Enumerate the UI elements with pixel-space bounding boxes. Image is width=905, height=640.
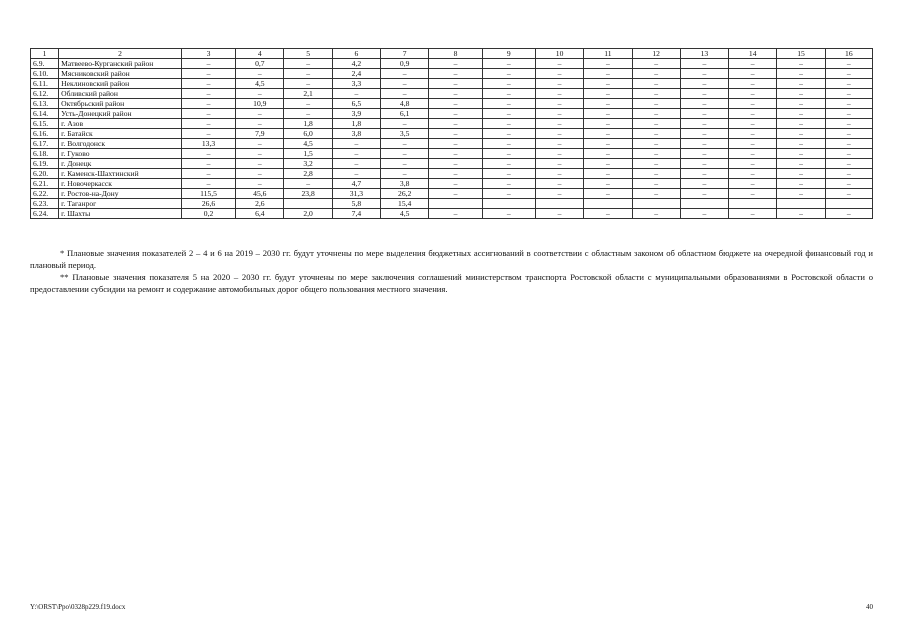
value-cell bbox=[482, 199, 535, 209]
table-row bbox=[31, 129, 873, 139]
value-cell: – bbox=[429, 109, 482, 119]
row-number-cell: 6.10. bbox=[31, 69, 59, 79]
value-cell: – bbox=[535, 79, 583, 89]
value-cell: – bbox=[482, 79, 535, 89]
value-cell: – bbox=[825, 159, 872, 169]
value-cell: – bbox=[535, 189, 583, 199]
value-cell: 26,2 bbox=[381, 189, 429, 199]
value-cell: – bbox=[632, 99, 680, 109]
value-cell: – bbox=[381, 169, 429, 179]
value-cell: – bbox=[429, 179, 482, 189]
row-number-cell: 6.15. bbox=[31, 119, 59, 129]
table-row bbox=[31, 169, 873, 179]
value-cell: – bbox=[535, 89, 583, 99]
value-cell bbox=[535, 199, 583, 209]
value-cell: – bbox=[535, 119, 583, 129]
table-row bbox=[31, 139, 873, 149]
value-cell: 3,5 bbox=[381, 129, 429, 139]
value-cell: – bbox=[236, 119, 284, 129]
value-cell: – bbox=[777, 139, 825, 149]
territory-name-cell: г. Азов bbox=[59, 119, 182, 129]
value-cell: – bbox=[332, 149, 380, 159]
value-cell: – bbox=[181, 79, 235, 89]
value-cell: – bbox=[632, 139, 680, 149]
value-cell: – bbox=[381, 89, 429, 99]
table-row bbox=[31, 209, 873, 219]
value-cell: – bbox=[181, 99, 235, 109]
territory-name-cell: г. Ростов-на-Дону bbox=[59, 189, 182, 199]
value-cell: – bbox=[332, 139, 380, 149]
value-cell bbox=[632, 199, 680, 209]
value-cell: – bbox=[429, 119, 482, 129]
table-header-row bbox=[31, 49, 873, 59]
value-cell: 31,3 bbox=[332, 189, 380, 199]
value-cell: – bbox=[381, 79, 429, 89]
value-cell: – bbox=[584, 129, 632, 139]
value-cell: – bbox=[825, 149, 872, 159]
value-cell: – bbox=[680, 99, 728, 109]
value-cell: 4,5 bbox=[236, 79, 284, 89]
value-cell: – bbox=[284, 59, 332, 69]
value-cell: – bbox=[181, 119, 235, 129]
value-cell: – bbox=[777, 209, 825, 219]
value-cell: – bbox=[181, 109, 235, 119]
territory-name-cell: Усть-Донецкий район bbox=[59, 109, 182, 119]
row-number-cell: 6.22. bbox=[31, 189, 59, 199]
row-number-cell: 6.14. bbox=[31, 109, 59, 119]
value-cell: 3,9 bbox=[332, 109, 380, 119]
value-cell: – bbox=[825, 209, 872, 219]
value-cell: – bbox=[482, 59, 535, 69]
value-cell: – bbox=[777, 79, 825, 89]
territory-name-cell: г. Волгодонск bbox=[59, 139, 182, 149]
value-cell: – bbox=[777, 59, 825, 69]
value-cell: – bbox=[777, 69, 825, 79]
value-cell: 3,2 bbox=[284, 159, 332, 169]
value-cell: – bbox=[482, 119, 535, 129]
value-cell: – bbox=[584, 119, 632, 129]
value-cell: 1,8 bbox=[284, 119, 332, 129]
value-cell: – bbox=[181, 179, 235, 189]
value-cell: 4,5 bbox=[381, 209, 429, 219]
value-cell: – bbox=[632, 189, 680, 199]
value-cell: 0,2 bbox=[181, 209, 235, 219]
table-row bbox=[31, 69, 873, 79]
table-row bbox=[31, 199, 873, 209]
value-cell: – bbox=[632, 169, 680, 179]
column-header: 2 bbox=[59, 49, 182, 59]
value-cell: – bbox=[429, 59, 482, 69]
value-cell: – bbox=[284, 179, 332, 189]
territory-name-cell: Неклиновский район bbox=[59, 79, 182, 89]
footnote-1: * Плановые значения показателей 2 – 4 и 6 на 2019 – 2030 гг. будут уточнены по мере выделения бюджетных ассигнований в соответствии с областным законом об областном бюджете на очередной финансовый год и плановый период. bbox=[30, 248, 873, 270]
value-cell: – bbox=[332, 169, 380, 179]
value-cell: 4,8 bbox=[381, 99, 429, 109]
value-cell: 0,7 bbox=[236, 59, 284, 69]
row-number-cell: 6.17. bbox=[31, 139, 59, 149]
value-cell: – bbox=[825, 129, 872, 139]
value-cell: – bbox=[429, 89, 482, 99]
value-cell: – bbox=[777, 159, 825, 169]
value-cell: – bbox=[381, 159, 429, 169]
value-cell: – bbox=[825, 189, 872, 199]
value-cell: – bbox=[535, 109, 583, 119]
value-cell: – bbox=[584, 109, 632, 119]
column-header: 7 bbox=[381, 49, 429, 59]
value-cell: – bbox=[381, 69, 429, 79]
value-cell bbox=[825, 199, 872, 209]
column-header: 11 bbox=[584, 49, 632, 59]
row-number-cell: 6.12. bbox=[31, 89, 59, 99]
value-cell: – bbox=[729, 79, 777, 89]
value-cell: – bbox=[729, 89, 777, 99]
column-header: 3 bbox=[181, 49, 235, 59]
column-header: 13 bbox=[680, 49, 728, 59]
value-cell: – bbox=[535, 69, 583, 79]
value-cell: – bbox=[181, 59, 235, 69]
territory-name-cell: Обливский район bbox=[59, 89, 182, 99]
value-cell: 2,4 bbox=[332, 69, 380, 79]
value-cell: – bbox=[584, 169, 632, 179]
page-number: 40 bbox=[866, 603, 873, 611]
table-row bbox=[31, 179, 873, 189]
value-cell: – bbox=[429, 159, 482, 169]
value-cell: – bbox=[535, 209, 583, 219]
value-cell: – bbox=[236, 69, 284, 79]
value-cell: – bbox=[236, 139, 284, 149]
value-cell: 4,2 bbox=[332, 59, 380, 69]
value-cell: – bbox=[236, 169, 284, 179]
value-cell: – bbox=[429, 169, 482, 179]
value-cell: – bbox=[729, 69, 777, 79]
table-row bbox=[31, 89, 873, 99]
value-cell: – bbox=[482, 169, 535, 179]
value-cell: – bbox=[381, 139, 429, 149]
value-cell: – bbox=[236, 149, 284, 159]
value-cell: – bbox=[729, 149, 777, 159]
value-cell: – bbox=[482, 129, 535, 139]
value-cell: – bbox=[777, 99, 825, 109]
row-number-cell: 6.23. bbox=[31, 199, 59, 209]
value-cell: – bbox=[777, 169, 825, 179]
value-cell: – bbox=[632, 179, 680, 189]
table-row bbox=[31, 149, 873, 159]
row-number-cell: 6.20. bbox=[31, 169, 59, 179]
value-cell: – bbox=[632, 109, 680, 119]
value-cell: 6,5 bbox=[332, 99, 380, 109]
value-cell: – bbox=[632, 69, 680, 79]
value-cell: – bbox=[584, 179, 632, 189]
value-cell: – bbox=[729, 129, 777, 139]
territory-name-cell: г. Шахты bbox=[59, 209, 182, 219]
value-cell: – bbox=[729, 139, 777, 149]
value-cell: – bbox=[680, 89, 728, 99]
table-row bbox=[31, 189, 873, 199]
table-row bbox=[31, 159, 873, 169]
row-number-cell: 6.9. bbox=[31, 59, 59, 69]
value-cell: – bbox=[729, 99, 777, 109]
value-cell: – bbox=[632, 119, 680, 129]
value-cell: 2,6 bbox=[236, 199, 284, 209]
value-cell: – bbox=[584, 189, 632, 199]
territory-name-cell: Матвеево-Курганский район bbox=[59, 59, 182, 69]
value-cell: – bbox=[482, 209, 535, 219]
column-header: 5 bbox=[284, 49, 332, 59]
value-cell: – bbox=[584, 209, 632, 219]
value-cell: – bbox=[236, 109, 284, 119]
value-cell: 1,5 bbox=[284, 149, 332, 159]
value-cell: – bbox=[825, 59, 872, 69]
value-cell: 3,8 bbox=[332, 129, 380, 139]
value-cell: 26,6 bbox=[181, 199, 235, 209]
value-cell: – bbox=[482, 109, 535, 119]
value-cell bbox=[584, 199, 632, 209]
value-cell: – bbox=[181, 169, 235, 179]
value-cell: – bbox=[632, 209, 680, 219]
column-header: 4 bbox=[236, 49, 284, 59]
value-cell: – bbox=[535, 99, 583, 109]
value-cell: – bbox=[181, 159, 235, 169]
value-cell: – bbox=[429, 99, 482, 109]
value-cell: – bbox=[284, 79, 332, 89]
territory-name-cell: г. Донецк bbox=[59, 159, 182, 169]
file-path: Y:\ORST\Ppo\0328p229.f19.docx bbox=[30, 603, 126, 611]
value-cell: – bbox=[429, 209, 482, 219]
value-cell: – bbox=[482, 139, 535, 149]
column-header: 16 bbox=[825, 49, 872, 59]
value-cell: – bbox=[429, 129, 482, 139]
value-cell: – bbox=[482, 159, 535, 169]
row-number-cell: 6.19. bbox=[31, 159, 59, 169]
value-cell: – bbox=[632, 149, 680, 159]
value-cell: – bbox=[680, 189, 728, 199]
value-cell: 7,4 bbox=[332, 209, 380, 219]
value-cell: 2,8 bbox=[284, 169, 332, 179]
value-cell: – bbox=[632, 89, 680, 99]
value-cell: – bbox=[632, 159, 680, 169]
value-cell: 6,4 bbox=[236, 209, 284, 219]
value-cell: 6,1 bbox=[381, 109, 429, 119]
column-header: 15 bbox=[777, 49, 825, 59]
row-number-cell: 6.16. bbox=[31, 129, 59, 139]
value-cell: – bbox=[482, 69, 535, 79]
value-cell: – bbox=[584, 79, 632, 89]
value-cell: – bbox=[825, 79, 872, 89]
value-cell bbox=[777, 199, 825, 209]
value-cell: 115,5 bbox=[181, 189, 235, 199]
territory-name-cell: г. Гуково bbox=[59, 149, 182, 159]
value-cell: – bbox=[825, 139, 872, 149]
value-cell: – bbox=[777, 149, 825, 159]
value-cell: – bbox=[680, 119, 728, 129]
territory-name-cell: Мясниковский район bbox=[59, 69, 182, 79]
value-cell: – bbox=[825, 119, 872, 129]
value-cell: – bbox=[236, 89, 284, 99]
column-header: 8 bbox=[429, 49, 482, 59]
value-cell: – bbox=[535, 59, 583, 69]
column-header: 14 bbox=[729, 49, 777, 59]
value-cell: 1,8 bbox=[332, 119, 380, 129]
value-cell: – bbox=[777, 179, 825, 189]
value-cell: – bbox=[729, 159, 777, 169]
value-cell: 4,7 bbox=[332, 179, 380, 189]
value-cell: – bbox=[632, 59, 680, 69]
value-cell: – bbox=[535, 169, 583, 179]
row-number-cell: 6.11. bbox=[31, 79, 59, 89]
value-cell: – bbox=[777, 129, 825, 139]
value-cell: – bbox=[729, 109, 777, 119]
value-cell: – bbox=[284, 109, 332, 119]
value-cell: – bbox=[332, 159, 380, 169]
value-cell bbox=[729, 199, 777, 209]
value-cell: – bbox=[680, 109, 728, 119]
value-cell: – bbox=[825, 99, 872, 109]
value-cell: – bbox=[680, 209, 728, 219]
value-cell: – bbox=[584, 99, 632, 109]
territory-name-cell: Октябрьский район bbox=[59, 99, 182, 109]
value-cell: 10,9 bbox=[236, 99, 284, 109]
value-cell: 7,9 bbox=[236, 129, 284, 139]
value-cell: – bbox=[825, 169, 872, 179]
value-cell: – bbox=[777, 189, 825, 199]
value-cell: – bbox=[680, 139, 728, 149]
value-cell: 0,9 bbox=[381, 59, 429, 69]
value-cell: – bbox=[584, 149, 632, 159]
value-cell: 2,1 bbox=[284, 89, 332, 99]
value-cell: – bbox=[535, 129, 583, 139]
table-row bbox=[31, 59, 873, 69]
value-cell: – bbox=[535, 159, 583, 169]
value-cell: – bbox=[680, 169, 728, 179]
value-cell: – bbox=[181, 129, 235, 139]
column-header: 12 bbox=[632, 49, 680, 59]
value-cell: – bbox=[825, 179, 872, 189]
value-cell: – bbox=[381, 119, 429, 129]
value-cell: – bbox=[632, 79, 680, 89]
value-cell: – bbox=[482, 179, 535, 189]
value-cell: – bbox=[777, 119, 825, 129]
value-cell: – bbox=[482, 99, 535, 109]
value-cell: – bbox=[729, 169, 777, 179]
value-cell: – bbox=[429, 139, 482, 149]
value-cell: – bbox=[284, 99, 332, 109]
value-cell: – bbox=[680, 149, 728, 159]
value-cell: – bbox=[680, 79, 728, 89]
value-cell: – bbox=[729, 209, 777, 219]
value-cell: – bbox=[181, 149, 235, 159]
value-cell: – bbox=[777, 89, 825, 99]
table-row bbox=[31, 109, 873, 119]
value-cell: – bbox=[729, 59, 777, 69]
value-cell: – bbox=[680, 69, 728, 79]
value-cell: – bbox=[482, 149, 535, 159]
value-cell: – bbox=[632, 129, 680, 139]
territory-name-cell: г. Батайск bbox=[59, 129, 182, 139]
value-cell: 13,3 bbox=[181, 139, 235, 149]
value-cell: – bbox=[429, 149, 482, 159]
value-cell: – bbox=[825, 109, 872, 119]
value-cell: – bbox=[584, 59, 632, 69]
value-cell: – bbox=[535, 139, 583, 149]
value-cell: – bbox=[729, 179, 777, 189]
value-cell: 15,4 bbox=[381, 199, 429, 209]
value-cell: – bbox=[332, 89, 380, 99]
value-cell: – bbox=[429, 189, 482, 199]
value-cell: – bbox=[584, 89, 632, 99]
row-number-cell: 6.24. bbox=[31, 209, 59, 219]
value-cell: 2,0 bbox=[284, 209, 332, 219]
table-row bbox=[31, 119, 873, 129]
value-cell: – bbox=[825, 69, 872, 79]
value-cell: – bbox=[236, 159, 284, 169]
value-cell bbox=[429, 199, 482, 209]
value-cell: – bbox=[584, 139, 632, 149]
value-cell: 3,3 bbox=[332, 79, 380, 89]
value-cell bbox=[284, 199, 332, 209]
territory-name-cell: г. Таганрог bbox=[59, 199, 182, 209]
value-cell: – bbox=[181, 89, 235, 99]
value-cell: – bbox=[584, 69, 632, 79]
value-cell: – bbox=[825, 89, 872, 99]
value-cell: – bbox=[680, 159, 728, 169]
table-row bbox=[31, 79, 873, 89]
value-cell: – bbox=[482, 89, 535, 99]
column-header: 9 bbox=[482, 49, 535, 59]
indicators-table bbox=[30, 48, 873, 219]
value-cell bbox=[680, 199, 728, 209]
value-cell: – bbox=[236, 179, 284, 189]
value-cell: 23,8 bbox=[284, 189, 332, 199]
value-cell: – bbox=[284, 69, 332, 79]
value-cell: – bbox=[429, 79, 482, 89]
territory-name-cell: г. Новочеркасск bbox=[59, 179, 182, 189]
value-cell: 6,0 bbox=[284, 129, 332, 139]
value-cell: – bbox=[181, 69, 235, 79]
row-number-cell: 6.13. bbox=[31, 99, 59, 109]
column-header: 1 bbox=[31, 49, 59, 59]
territory-name-cell: г. Каменск-Шахтинский bbox=[59, 169, 182, 179]
row-number-cell: 6.18. bbox=[31, 149, 59, 159]
value-cell: – bbox=[680, 179, 728, 189]
value-cell: – bbox=[729, 189, 777, 199]
value-cell: – bbox=[584, 159, 632, 169]
value-cell: – bbox=[429, 69, 482, 79]
value-cell: – bbox=[381, 149, 429, 159]
column-header: 10 bbox=[535, 49, 583, 59]
value-cell: 3,8 bbox=[381, 179, 429, 189]
column-header: 6 bbox=[332, 49, 380, 59]
value-cell: – bbox=[729, 119, 777, 129]
value-cell: – bbox=[680, 59, 728, 69]
value-cell: – bbox=[777, 109, 825, 119]
value-cell: 4,5 bbox=[284, 139, 332, 149]
value-cell: – bbox=[535, 179, 583, 189]
value-cell: – bbox=[482, 189, 535, 199]
value-cell: 5,8 bbox=[332, 199, 380, 209]
value-cell: 45,6 bbox=[236, 189, 284, 199]
footnote-2: ** Плановые значения показателя 5 на 2020 – 2030 гг. будут уточнены по мере заключения соглашений министерством транспорта Ростовской области с муниципальными образованиями в Ростовской области о предоставлении субсидии на ремонт и содержание автомобильных дорог общего пользования местного значения. bbox=[30, 272, 873, 294]
value-cell: – bbox=[680, 129, 728, 139]
row-number-cell: 6.21. bbox=[31, 179, 59, 189]
table-row bbox=[31, 99, 873, 109]
footnotes bbox=[30, 247, 873, 295]
value-cell: – bbox=[535, 149, 583, 159]
